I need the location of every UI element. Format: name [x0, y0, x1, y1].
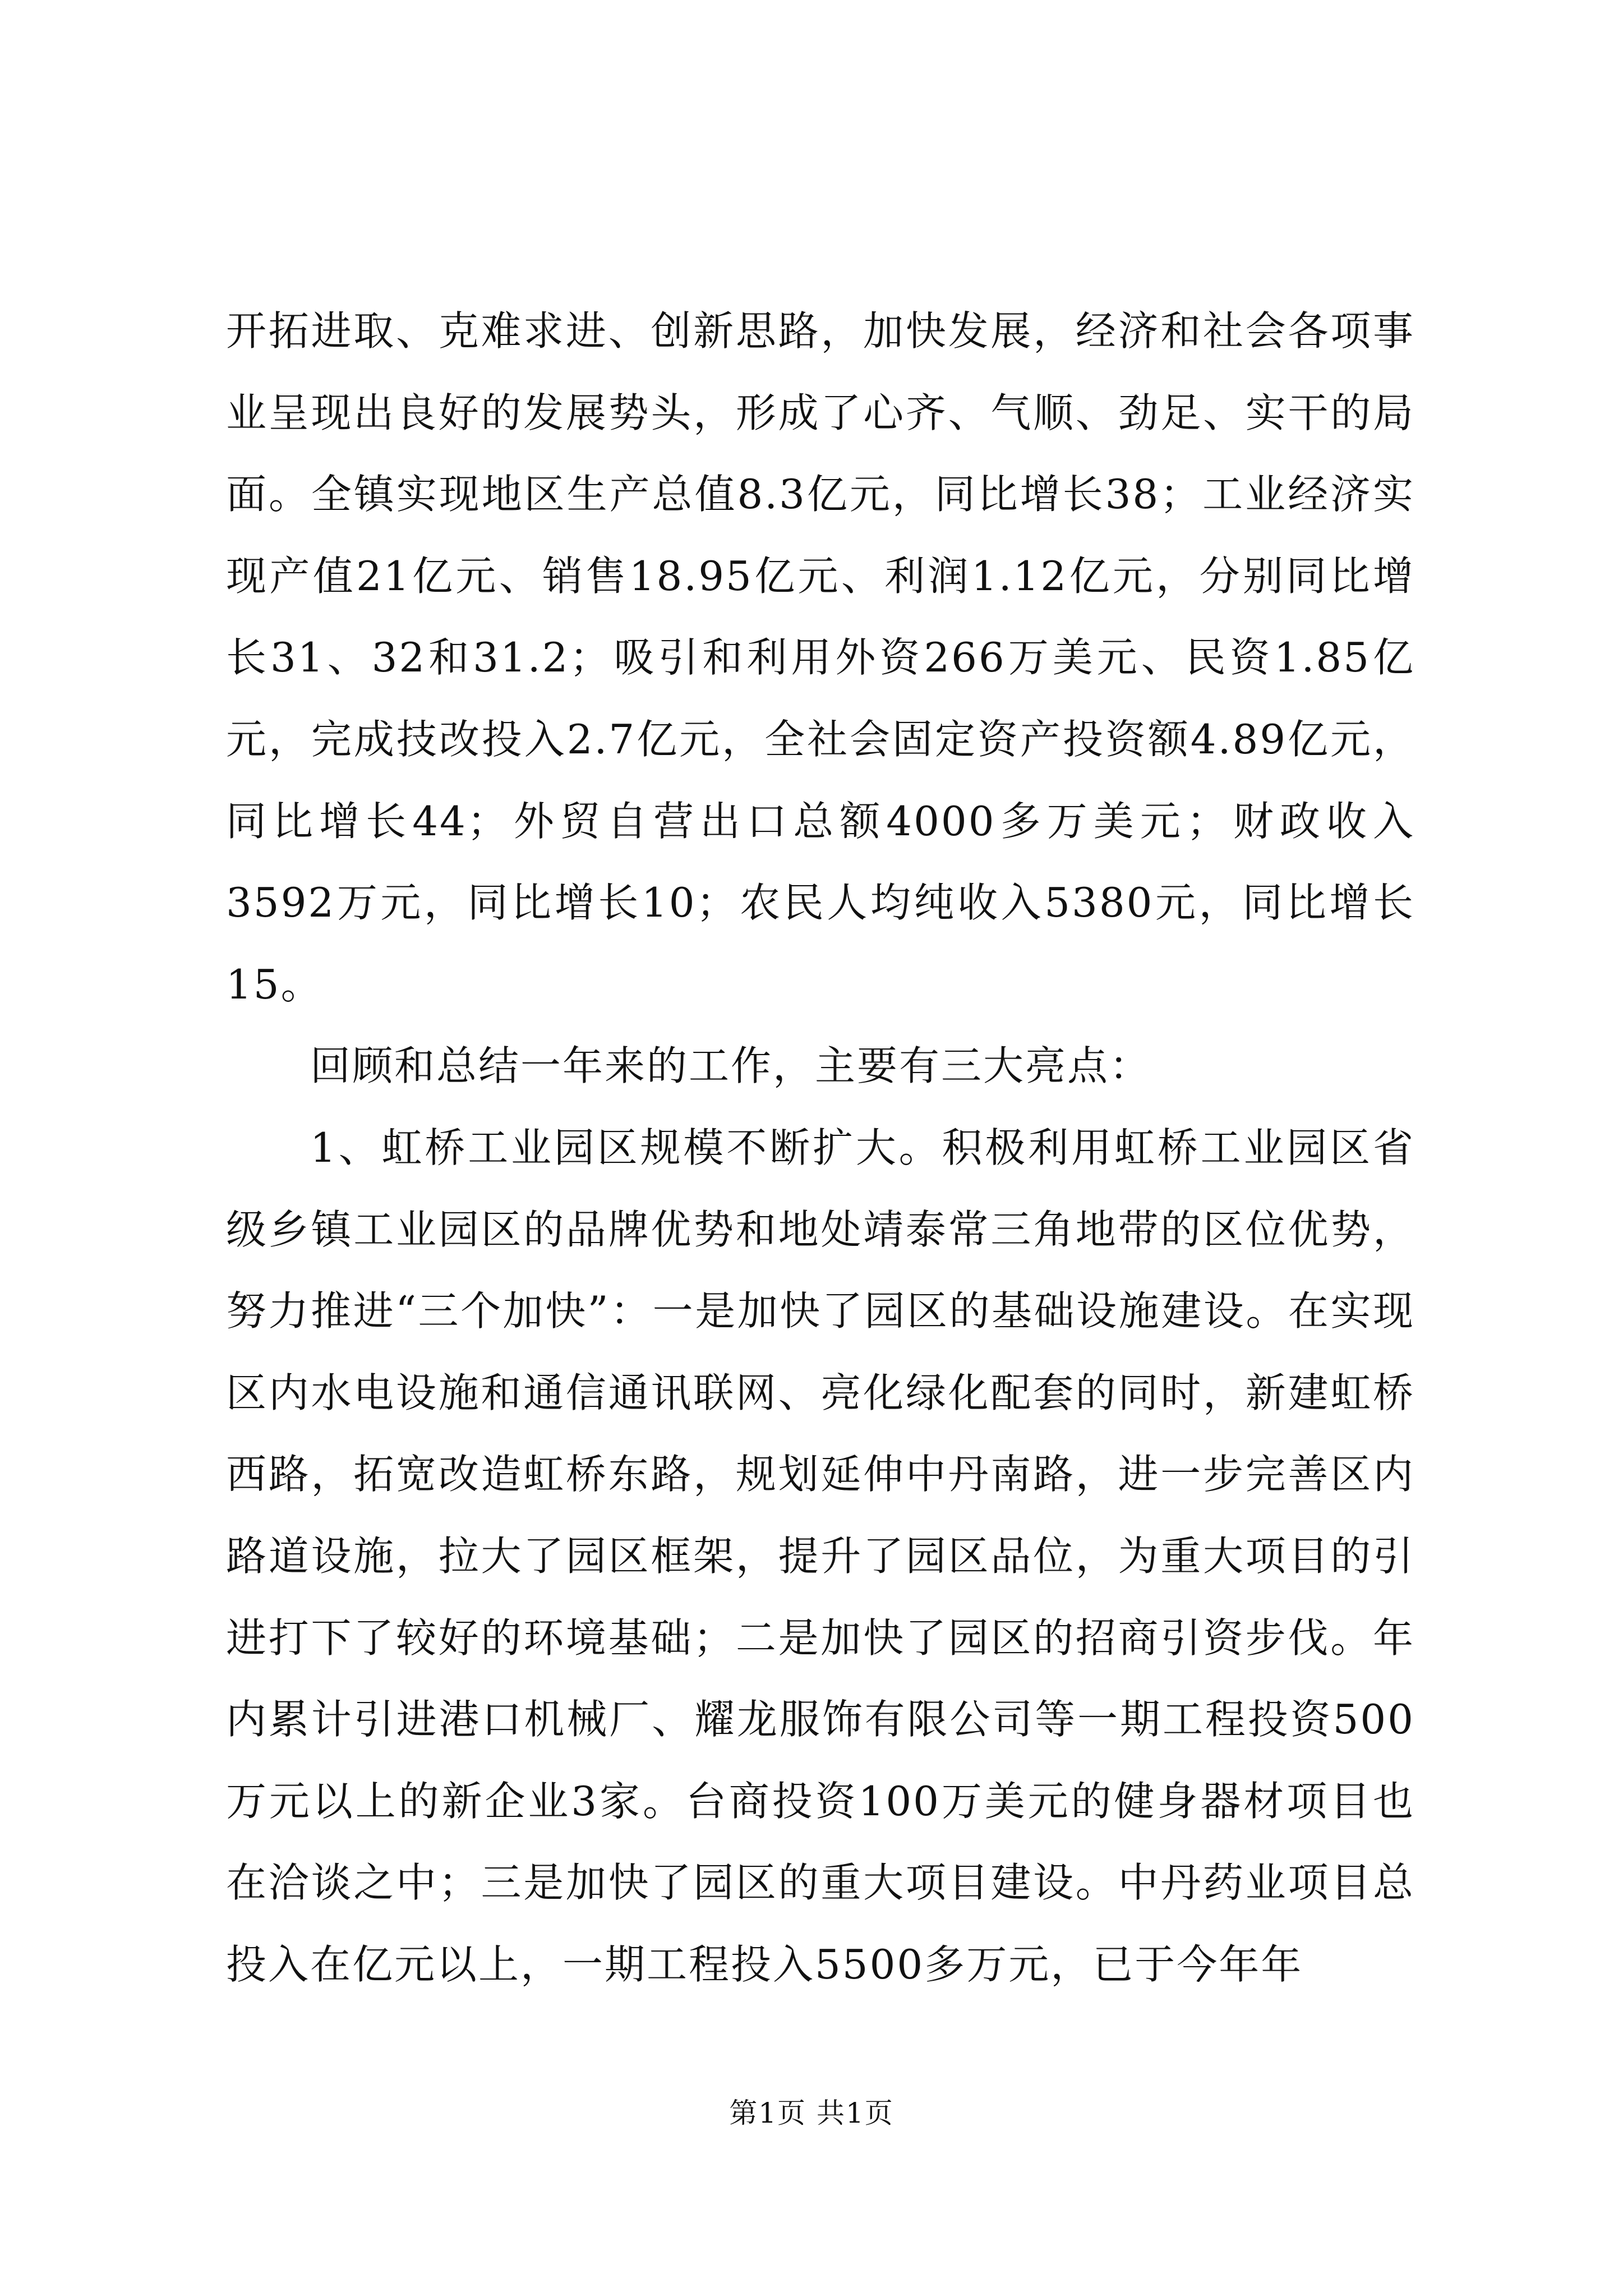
- paragraph-industrial-park: 1、虹桥工业园区规模不断扩大。积极利用虹桥工业园区省级乡镇工业园区的品牌优势和地处靖泰常三角地带的区位优势，努力推进“三个加快”：一是加快了园区的基础设施建设。在实现区内水电设施和通信通讯联网、亮化绿化配套的同时，新建虹桥西路，拓宽改造虹桥东路，规划延伸中丹南路，进一步完善区内路道设施，拉大了园区框架，提升了园区品位，为重大项目的引进打下了较好的环境基础；二是加快了园区的招商引资步伐。年内累计引进港口机械厂、耀龙服饰有限公司等一期工程投资500万元以上的新企业3家。台商投资100万美元的健身器材项目也在洽谈之中；三是加快了园区的重大项目建设。中丹药业项目总投入在亿元以上，一期工程投入5500多万元，已于今年年: [226, 1124, 1415, 1988]
- page-footer: 第1页 共1页: [729, 2097, 894, 2129]
- document-body: [226, 291, 1415, 2005]
- paragraph-highlights-intro: 回顾和总结一年来的工作，主要有三大亮点：: [310, 1042, 1152, 1090]
- paragraph-economic-summary: 开拓进取、克难求进、创新思路，加快发展，经济和社会各项事业呈现出良好的发展势头，形成了心齐、气顺、劲足、实干的局面。全镇实现地区生产总值8.3亿元，同比增长38；工业经济实现产值21亿元、销售18.95亿元、利润1.12亿元，分别同比增长31、32和31.2；吸引和利用外资266万美元、民资1.85亿元，完成技改投入2.7亿元，全社会固定资产投资额4.89亿元，同比增长44；外贸自营出口总额4000多万美元；财政收入3592万元，同比增长10；农民人均纯收入5380元，同比增长15。: [226, 307, 1415, 1008]
